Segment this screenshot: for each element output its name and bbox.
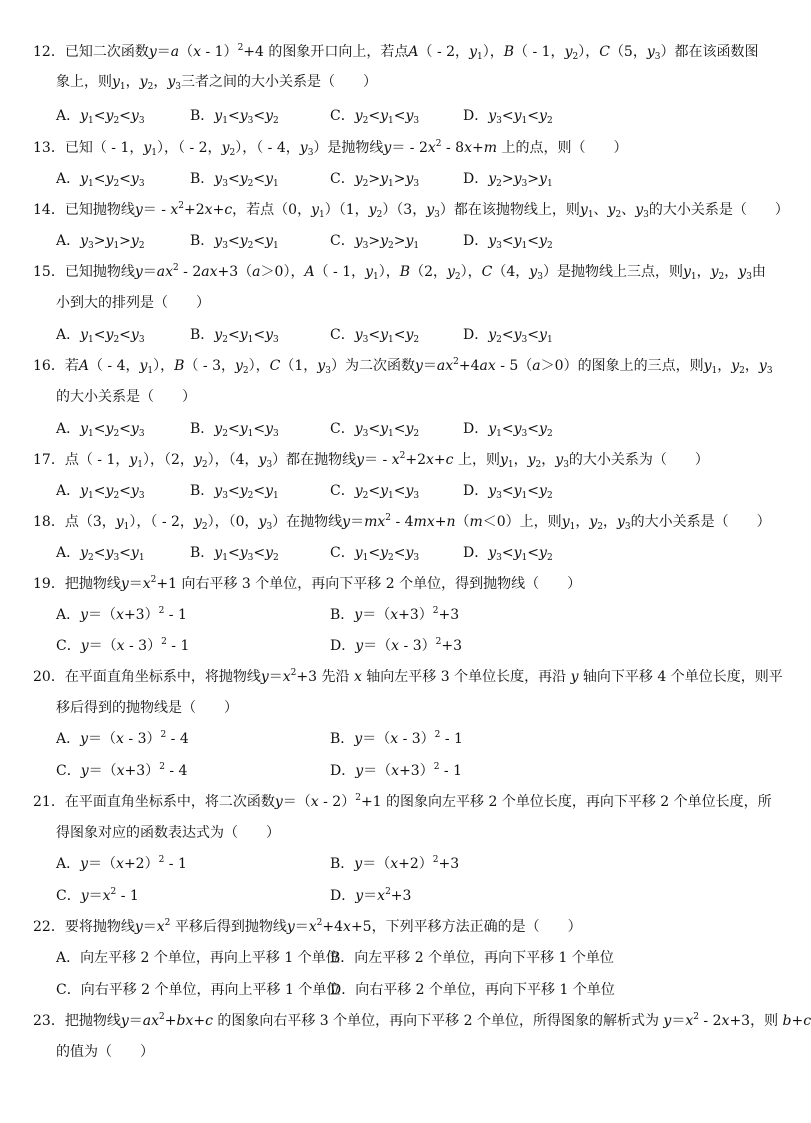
question-17-stem: 17．点（ - 1，$y_1$），（2，$y_2$），（4，$y_3$）都在抛物线$y= - x^2+2x+c$ 上，则$y_1$，$y_2$，$y_3$的大小关系为（ ）	[33, 451, 709, 470]
question-17-option-B: B．$y_3<y_2<y_1$	[190, 483, 279, 501]
question-18-option-B: B．$y_1<y_3<y_2$	[190, 545, 279, 563]
question-12-option-C: C．$y_2<y_1<y_3$	[330, 108, 420, 126]
question-22-stem: 22．要将抛物线$y=x^2$ 平移后得到抛物线$y=x^2+4x+5$，下列平移方法正确的是（ ）	[33, 918, 582, 935]
question-21-option-B: B．$y=(x+2)^2+3$	[330, 855, 460, 872]
question-20-stem-continued: 移后得到的抛物线是（ ）	[56, 700, 238, 716]
question-21-stem: 21．在平面直角坐标系中，将二次函数y＝（x - 2）$^2$+1 的图象向左平移 2 个单位长度，再向下平移 2 个单位长度，所	[33, 793, 772, 810]
question-23-stem-continued: 的值为（ ）	[56, 1044, 154, 1060]
question-12-stem: 12．已知二次函数y＝a（x - 1）$^2$+4 的图象开口向上，若点A（ - 2，$y_1$），B（ - 1，$y_2$），C（5，$y_3$）都在该函数图	[33, 43, 759, 62]
question-16-option-B: B．$y_2<y_1<y_3$	[190, 421, 279, 439]
question-15-stem: 15．已知抛物线$y=ax^2 - 2ax+3(a>0)$，A（ - 1，$y_1$），B（2，$y_2$），C（4，$y_3$）是抛物线上三点，则$y_1$，$y_2$，$y_3$由	[33, 263, 766, 282]
question-22-option-B: B．向左平移 2 个单位，再向下平移 1 个单位	[330, 950, 614, 966]
question-16-option-C: C．$y_3<y_1<y_2$	[330, 421, 420, 439]
question-15-option-B: B．$y_2<y_1<y_3$	[190, 327, 279, 345]
question-15-option-A: A．$y_1<y_2<y_3$	[56, 327, 145, 345]
question-13-option-B: B．$y_3<y_2<y_1$	[190, 171, 279, 189]
question-14-option-B: B．$y_3<y_2<y_1$	[190, 233, 279, 251]
question-18-option-D: D．$y_3<y_1<y_2$	[463, 545, 553, 563]
question-20-option-B: B．y＝（x - 3）$^2$ - 1	[330, 730, 463, 747]
question-19-stem: 19．把抛物线$y=x^2+1$ 向右平移 3 个单位，再向下平移 2 个单位，得到抛物线（ ）	[33, 575, 582, 592]
question-16-stem: 16．若A（ - 4，$y_1$），B（ - 3，$y_2$），C（1，$y_3$）为二次函数$y=ax^2+4ax - 5(a>0)$的图象上的三点，则$y_1$，$y_2$，$y_3$	[33, 357, 773, 376]
question-15-stem-continued: 小到大的排列是（ ）	[56, 295, 210, 311]
question-15-option-C: C．$y_3<y_1<y_2$	[330, 327, 420, 345]
question-14-option-C: C．$y_3>y_2>y_1$	[330, 233, 420, 251]
question-18-option-C: C．$y_1<y_2<y_3$	[330, 545, 420, 563]
question-23-stem: 23．把抛物线$y=ax^2+bx+c$ 的图象向右平移 3 个单位，再向下平移 2 个单位，所得图象的解析式为 $y=x^2 - 2x+3$，则 b+c	[33, 1012, 811, 1029]
question-18-stem: 18．点（3，$y_1$），（ - 2，$y_2$），（0，$y_3$）在抛物线$y=mx^2 - 4mx+n(m<0)$上，则$y_1$，$y_2$，$y_3$的大小关系是（ ）	[33, 513, 771, 532]
question-21-stem-continued: 得图象对应的函数表达式为（ ）	[56, 825, 280, 841]
question-14-option-A: A．$y_3>y_1>y_2$	[56, 233, 145, 251]
question-13-option-D: D．$y_2>y_3>y_1$	[463, 171, 553, 189]
question-18-option-A: A．$y_2<y_3<y_1$	[56, 545, 145, 563]
question-14-option-D: D．$y_3<y_1<y_2$	[463, 233, 553, 251]
question-22-option-A: A．向左平移 2 个单位，再向上平移 1 个单位	[56, 950, 340, 966]
question-21-option-C: C．$y=x^2 - 1$	[56, 887, 139, 904]
question-22-option-C: C．向右平移 2 个单位，再向上平移 1 个单位	[56, 982, 341, 998]
question-19-option-D: D．y＝（x - 3）$^2$+3	[330, 637, 462, 654]
question-13-option-A: A．$y_1<y_2<y_3$	[56, 171, 145, 189]
question-21-option-D: D．$y=x^2+3$	[330, 887, 412, 904]
question-13-stem: 13．已知（ - 1，$y_1$），（ - 2，$y_2$），（ - 4，$y_3$）是抛物线$y= - 2x^2 - 8x+m$ 上的点，则（ ）	[33, 139, 628, 158]
question-22-option-D: D．向右平移 2 个单位，再向下平移 1 个单位	[330, 982, 615, 998]
question-20-stem: 20．在平面直角坐标系中，将抛物线$y=x^2+3$ 先沿 x 轴向左平移 3 个单位长度，再沿 y 轴向下平移 4 个单位长度，则平	[33, 668, 783, 685]
question-16-option-D: D．$y_1<y_3<y_2$	[463, 421, 553, 439]
question-19-option-A: A．$y=(x+3)^2 - 1$	[56, 606, 187, 623]
question-15-option-D: D．$y_2<y_3<y_1$	[463, 327, 553, 345]
question-20-option-C: C．$y=(x+3)^2 - 4$	[56, 762, 188, 779]
question-17-option-D: D．$y_3<y_1<y_2$	[463, 483, 553, 501]
question-12-option-B: B．$y_1<y_3<y_2$	[190, 108, 279, 126]
question-21-option-A: A．$y=(x+2)^2 - 1$	[56, 855, 187, 872]
question-20-option-A: A．y＝（x - 3）$^2$ - 4	[56, 730, 189, 747]
question-14-stem: 14．已知抛物线$y= - x^2+2x+c$，若点（0，$y_1)(1$，$y_2)(3$，$y_3$）都在该抛物线上，则$y_1$、$y_2$、$y_3$的大小关系是（ ）	[33, 201, 789, 220]
question-16-option-A: A．$y_1<y_2<y_3$	[56, 421, 145, 439]
question-12-option-D: D．$y_3<y_1<y_2$	[463, 108, 553, 126]
question-17-option-C: C．$y_2<y_1<y_3$	[330, 483, 420, 501]
question-13-option-C: C．$y_2>y_1>y_3$	[330, 171, 420, 189]
question-19-option-B: B．$y=(x+3)^2+3$	[330, 606, 460, 623]
question-12-stem-continued: 象上，则$y_1$，$y_2$，$y_3$三者之间的大小关系是（ ）	[56, 74, 377, 92]
question-20-option-D: D．$y=(x+3)^2 - 1$	[330, 762, 462, 779]
question-19-option-C: C．y＝（x - 3）$^2$ - 1	[56, 637, 190, 654]
question-12-option-A: A．$y_1<y_2<y_3$	[56, 108, 145, 126]
question-16-stem-continued: 的大小关系是（ ）	[56, 389, 196, 405]
question-17-option-A: A．$y_1<y_2<y_3$	[56, 483, 145, 501]
